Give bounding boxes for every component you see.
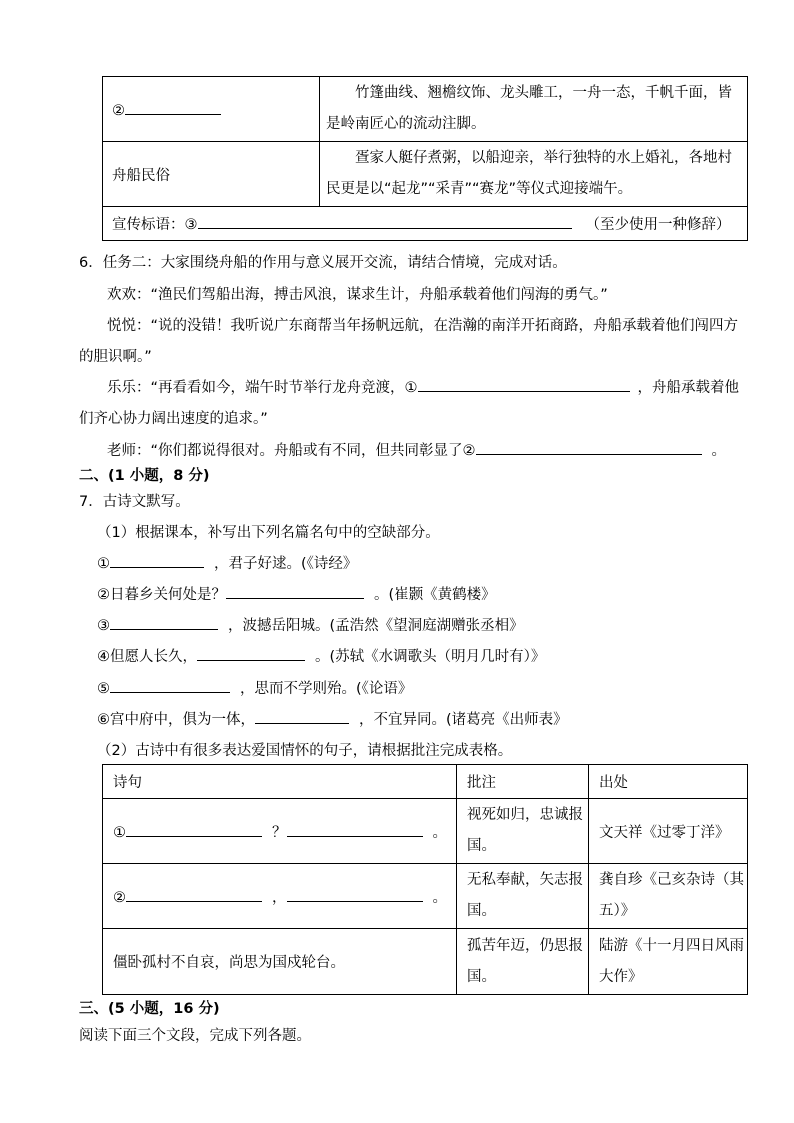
q6-stem: 6．任务二：大家围绕舟船的作用与意义展开交流，请结合情境，完成对话。 bbox=[79, 255, 567, 271]
col-header-source: 出处 bbox=[589, 765, 748, 799]
poem-cell-2: ② ， 。 bbox=[103, 864, 457, 929]
q6-huanhuan: 欢欢：“渔民们驾船出海，搏击风浪，谋求生计，舟船承载着他们闯海的勇气。” bbox=[107, 287, 608, 303]
poem-blank-2a[interactable] bbox=[126, 887, 262, 902]
festival-info-table bbox=[102, 76, 748, 241]
recite-blank-1[interactable] bbox=[110, 553, 204, 568]
table-row bbox=[103, 799, 748, 864]
poem-cell-3: 僵卧孤村不自哀，尚思为国戍轮台。 bbox=[103, 929, 457, 995]
q7-part1-stem: （1）根据课本，补写出下列名篇名句中的空缺部分。 bbox=[97, 525, 440, 541]
q6-yueyue-2: 的胆识啊。” bbox=[79, 349, 152, 365]
note-cell-3: 孤苦年迈，仍思报 国。 bbox=[457, 929, 589, 995]
teacher-blank[interactable] bbox=[476, 440, 702, 455]
note-cell-1: 视死如归，忠诚报 国。 bbox=[457, 799, 589, 864]
lele-prefix: 乐乐：“再看看如今，端午时节举行龙舟竞渡， bbox=[107, 380, 405, 396]
poem-blank-1b[interactable] bbox=[287, 822, 423, 837]
circle-number-3: ③ bbox=[184, 217, 198, 233]
craft-line-2: 是岭南匠心的流动注脚。 bbox=[326, 116, 486, 132]
folk-line-2: 民更是以“起龙”“采青”“赛龙”等仪式迎接端午。 bbox=[326, 181, 633, 197]
source-cell-1: 文天祥《过零丁洋》 bbox=[589, 799, 748, 864]
slogan-blank[interactable] bbox=[198, 214, 572, 229]
poem-blank-1a[interactable] bbox=[126, 822, 262, 837]
recite-item-2: ②日暮乡关何处是？ 。(崔颢《黄鹤楼》 bbox=[97, 583, 496, 604]
slogan-label: 宣传标语： bbox=[112, 217, 185, 233]
q6-teacher bbox=[107, 439, 726, 460]
lele-suffix: ，舟船承载着他 bbox=[637, 380, 740, 396]
craft-line-1: 竹篷曲线、翘檐纹饰、龙头雕工，一舟一态，千帆千面，皆 bbox=[355, 85, 732, 101]
source-cell-2: 龚自珍《己亥杂诗（其 五）》 bbox=[589, 864, 748, 929]
poem-cell-1: ① ？ 。 bbox=[103, 799, 457, 864]
recite-item-1: ① ，君子好逑。(《诗经》 bbox=[97, 552, 357, 573]
recite-item-6: ⑥宫中府中，俱为一体， ，不宜异同。(诸葛亮《出师表》 bbox=[97, 708, 568, 729]
folk-line-1: 疍家人艇仔煮粥，以船迎亲，举行独特的水上婚礼，各地村 bbox=[355, 150, 732, 166]
circle-number-2b: ② bbox=[462, 443, 476, 459]
col-header-poem: 诗句 bbox=[103, 765, 457, 799]
teacher-suffix: 。 bbox=[711, 443, 727, 459]
circle-number-1: ① bbox=[404, 380, 418, 396]
patriotic-poem-table bbox=[102, 764, 748, 995]
table-cell-folk bbox=[320, 142, 748, 207]
q6-lele-2: 们齐心协力阔出速度的追求。” bbox=[79, 411, 268, 427]
q7-stem: 7．古诗文默写。 bbox=[79, 494, 190, 510]
recite-blank-4[interactable] bbox=[197, 646, 305, 661]
table-cell-blank-2 bbox=[103, 77, 320, 142]
table-cell-folk-label: 舟船民俗 bbox=[103, 142, 320, 207]
poem-blank-2b[interactable] bbox=[287, 887, 423, 902]
recite-item-4: ④但愿人长久， 。(苏轼《水调歌头（明月几时有）》 bbox=[97, 645, 545, 666]
section3-heading: 三、(5 小题，16 分) bbox=[79, 1001, 220, 1017]
recite-blank-6[interactable] bbox=[255, 709, 349, 724]
q6-yueyue-1: 悦悦：“说的没错！我听说广东商帮当年扬帆远航，在浩瀚的南洋开拓商路，舟船承载着他们闯四方 bbox=[107, 318, 739, 334]
answer-blank-2[interactable] bbox=[125, 100, 221, 115]
table-cell-craft bbox=[320, 77, 748, 142]
q6-lele-1 bbox=[107, 376, 739, 397]
slogan-cell bbox=[103, 207, 748, 241]
section3-intro: 阅读下面三个文段，完成下列各题。 bbox=[79, 1028, 311, 1044]
q7-part2-stem: （2）古诗中有很多表达爱国情怀的句子，请根据批注完成表格。 bbox=[97, 743, 513, 759]
circle-number-2: ② bbox=[112, 102, 125, 119]
slogan-note: （至少使用一种修辞） bbox=[585, 217, 731, 233]
table-row bbox=[103, 929, 748, 995]
table-row bbox=[103, 864, 748, 929]
recite-blank-3[interactable] bbox=[110, 615, 218, 630]
recite-blank-5[interactable] bbox=[110, 678, 230, 693]
note-cell-2: 无私奉献，矢志报 国。 bbox=[457, 864, 589, 929]
source-cell-3: 陆游《十一月四日风雨 大作》 bbox=[589, 929, 748, 995]
teacher-prefix: 老师：“你们都说得很对。舟船或有不同，但共同彰显了 bbox=[107, 443, 463, 459]
col-header-note: 批注 bbox=[457, 765, 589, 799]
lele-blank[interactable] bbox=[418, 377, 630, 392]
recite-blank-2[interactable] bbox=[226, 584, 364, 599]
recite-item-5: ⑤ ，思而不学则殆。(《论语》 bbox=[97, 677, 412, 698]
recite-item-3: ③ ，波撼岳阳城。(孟浩然《望洞庭湖赠张丞相》 bbox=[97, 614, 524, 635]
section2-heading: 二、(1 小题，8 分) bbox=[79, 468, 210, 484]
